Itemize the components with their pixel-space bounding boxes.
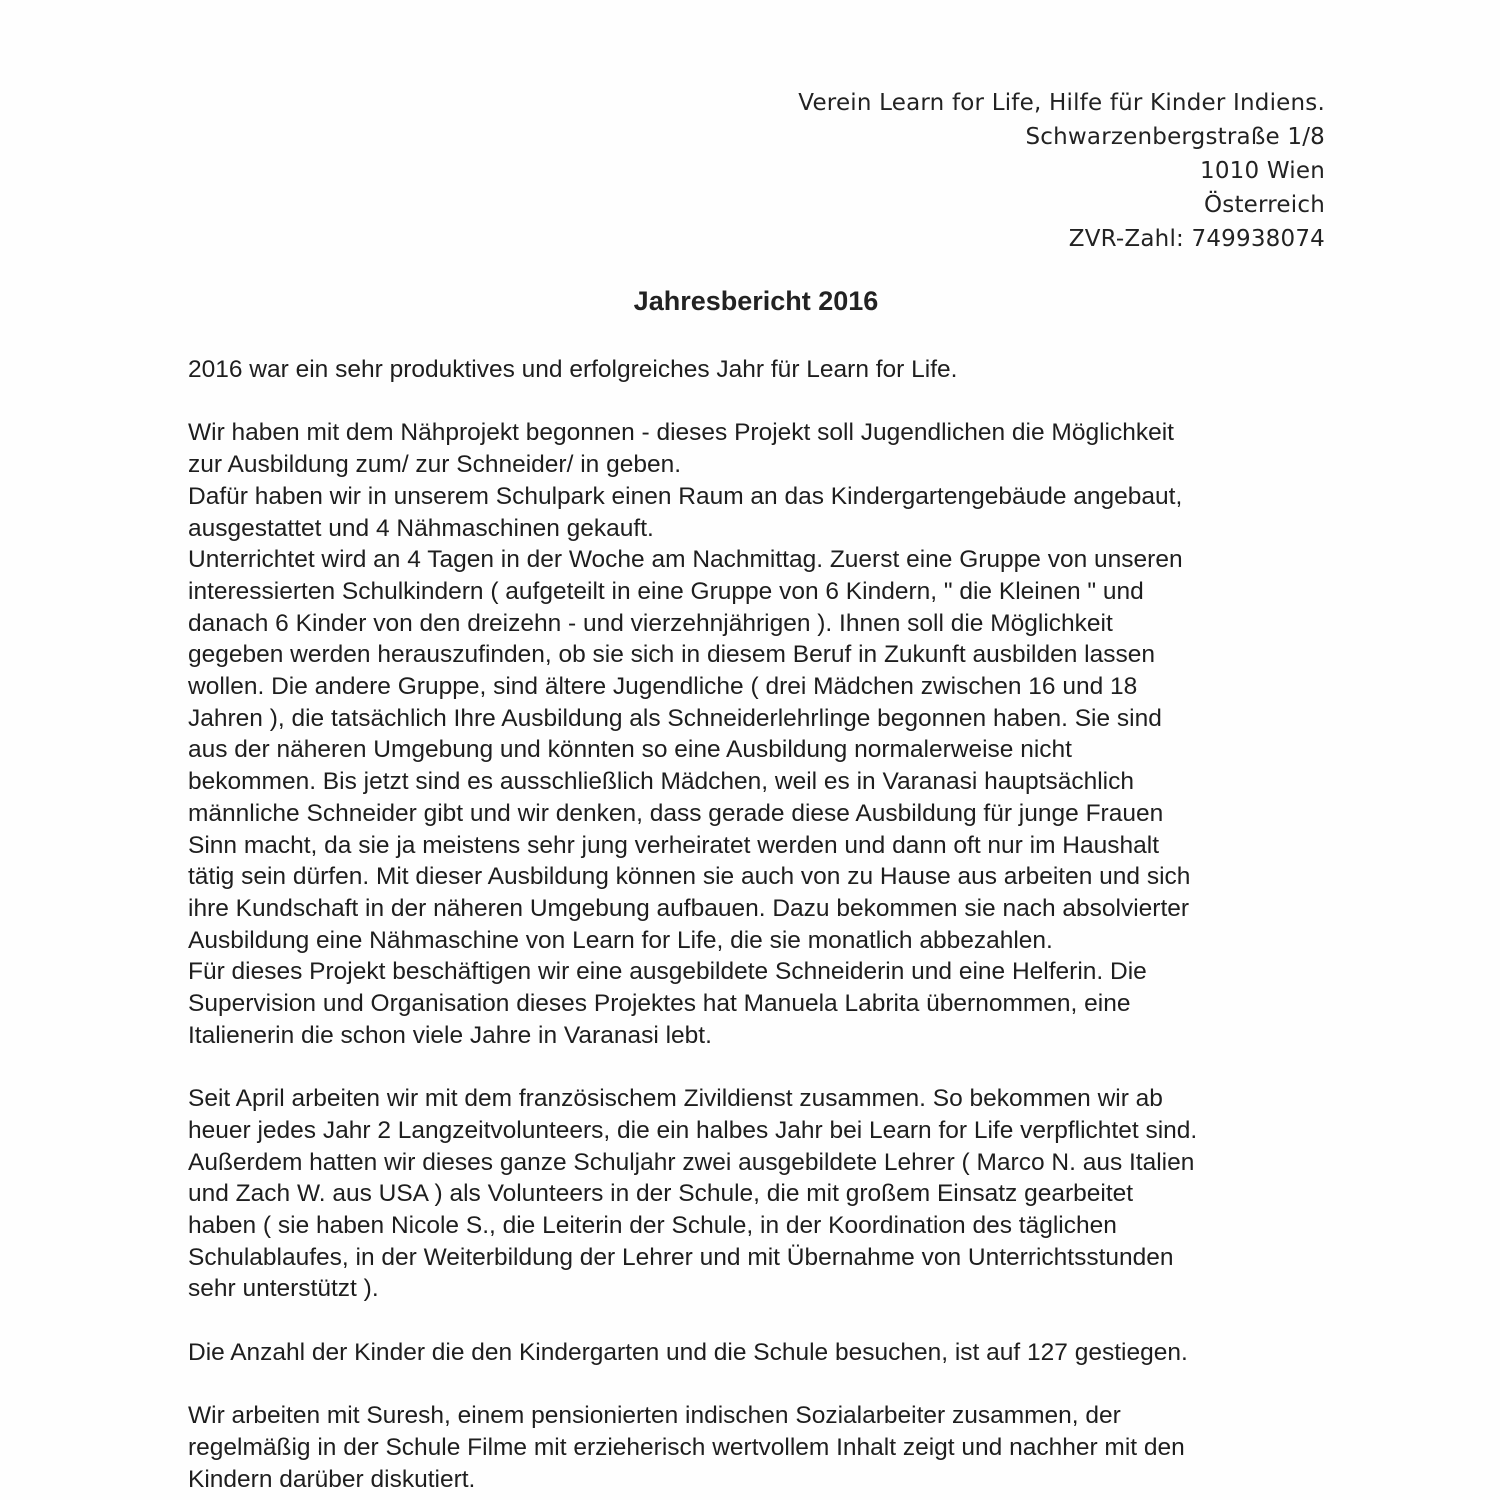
text-line: und Zach W. aus USA ) als Volunteers in der Schule, die mit großem Einsatz gearbeitet xyxy=(188,1180,1134,1208)
text-line: Italienerin die schon viele Jahre in Varanasi lebt. xyxy=(188,1021,712,1049)
text-line: danach 6 Kinder von den dreizehn - und vierzehnjährigen ). Ihnen soll die Möglichkeit xyxy=(188,609,1113,637)
text-line: wollen. Die andere Gruppe, sind ältere Jugendliche ( drei Mädchen zwischen 16 und 18 xyxy=(188,673,1138,701)
text-line: gegeben werden herauszufinden, ob sie sich in diesem Beruf in Zukunft ausbilden lassen xyxy=(188,641,1155,669)
text-line: aus der näheren Umgebung und könnten so eine Ausbildung normalerweise nicht xyxy=(188,736,1072,764)
paragraph-spacer xyxy=(188,386,1348,418)
paragraph-spacer xyxy=(188,1051,1348,1083)
text-line: bekommen. Bis jetzt sind es ausschließlich Mädchen, weil es in Varanasi hauptsächlich xyxy=(188,768,1134,796)
paragraph-spacer xyxy=(188,1305,1348,1337)
text-line: haben ( sie haben Nicole S., die Leiterin der Schule, in der Koordination des täglichen xyxy=(188,1211,1117,1239)
street-address: Schwarzenbergstraße 1/8 xyxy=(1025,124,1325,150)
paragraph-spacer xyxy=(188,1368,1348,1400)
text-line: interessierten Schulkindern ( aufgeteilt in eine Gruppe von 6 Kindern, " die Kleinen " und xyxy=(188,577,1144,605)
registration-number: ZVR-Zahl: 749938074 xyxy=(1068,226,1325,252)
text-line: 2016 war ein sehr produktives und erfolgreiches Jahr für Learn for Life. xyxy=(188,356,958,383)
text-line: Die Anzahl der Kinder die den Kindergarten und die Schule besuchen, ist auf 127 gestiegen. xyxy=(188,1338,1188,1366)
text-line: Für dieses Projekt beschäftigen wir eine ausgebildete Schneiderin und eine Helferin. Die xyxy=(188,958,1147,986)
text-line: Unterrichtet wird an 4 Tagen in der Woche am Nachmittag. Zuerst eine Gruppe von unseren xyxy=(188,546,1183,574)
text-line: heuer jedes Jahr 2 Langzeitvolunteers, die ein halbes Jahr bei Learn for Life verpflichtet sind. xyxy=(188,1116,1198,1144)
text-line: Seit April arbeiten wir mit dem französischem Zivildienst zusammen. So bekommen wir ab xyxy=(188,1085,1163,1113)
text-line: Schulablaufes, in der Weiterbildung der Lehrer und mit Übernahme von Unterrichtsstunden xyxy=(188,1243,1174,1271)
text-line: ihre Kundschaft in der näheren Umgebung aufbauen. Dazu bekommen sie nach absolvierter xyxy=(188,894,1190,922)
country: Österreich xyxy=(1203,192,1325,218)
text-line: Ausbildung eine Nähmaschine von Learn for Life, die sie monatlich abbezahlen. xyxy=(188,926,1053,954)
text-line: tätig sein dürfen. Mit dieser Ausbildung können sie auch von zu Hause aus arbeiten und sich xyxy=(188,863,1191,891)
paragraph-social-worker xyxy=(188,1400,1348,1495)
text-line: zur Ausbildung zum/ zur Schneider/ in geben. xyxy=(188,451,682,479)
letterhead-address xyxy=(798,86,1325,256)
text-line: ausgestattet und 4 Nähmaschinen gekauft. xyxy=(188,514,654,542)
paragraph-intro xyxy=(188,354,1348,386)
text-line: Dafür haben wir in unserem Schulpark einen Raum an das Kindergartengebäude angebaut, xyxy=(188,482,1183,510)
text-line: regelmäßig in der Schule Filme mit erzieherisch wertvollem Inhalt zeigt und nachher mit den xyxy=(188,1433,1185,1461)
document-title: Jahresbericht 2016 xyxy=(633,286,879,316)
text-line: Wir haben mit dem Nähprojekt begonnen - dieses Projekt soll Jugendlichen die Möglichkeit xyxy=(188,419,1174,447)
text-line: Sinn macht, da sie ja meistens sehr jung verheiratet werden und dann oft nur im Haushalt xyxy=(188,831,1160,859)
text-line: männliche Schneider gibt und wir denken, dass gerade diese Ausbildung für junge Frauen xyxy=(188,799,1164,827)
text-line: Außerdem hatten wir dieses ganze Schuljahr zwei ausgebildete Lehrer ( Marco N. aus Italien xyxy=(188,1148,1195,1176)
organization-name: Verein Learn for Life, Hilfe für Kinder Indiens. xyxy=(798,90,1325,116)
text-line: Wir arbeiten mit Suresh, einem pensionierten indischen Sozialarbeiter zusammen, der xyxy=(188,1402,1121,1430)
text-line: Kindern darüber diskutiert. xyxy=(188,1465,476,1493)
document-body xyxy=(188,354,1348,1495)
paragraph-sewing-project xyxy=(188,417,1348,1051)
text-line: Jahren ), die tatsächlich Ihre Ausbildung als Schneiderlehrlinge begonnen haben. Sie sind xyxy=(188,704,1162,732)
text-line: Supervision und Organisation dieses Projektes hat Manuela Labrita übernommen, eine xyxy=(188,990,1131,1018)
text-line: sehr unterstützt ). xyxy=(188,1275,379,1303)
postal-city: 1010 Wien xyxy=(1200,158,1325,184)
paragraph-enrollment xyxy=(188,1337,1348,1369)
paragraph-volunteers xyxy=(188,1083,1348,1305)
